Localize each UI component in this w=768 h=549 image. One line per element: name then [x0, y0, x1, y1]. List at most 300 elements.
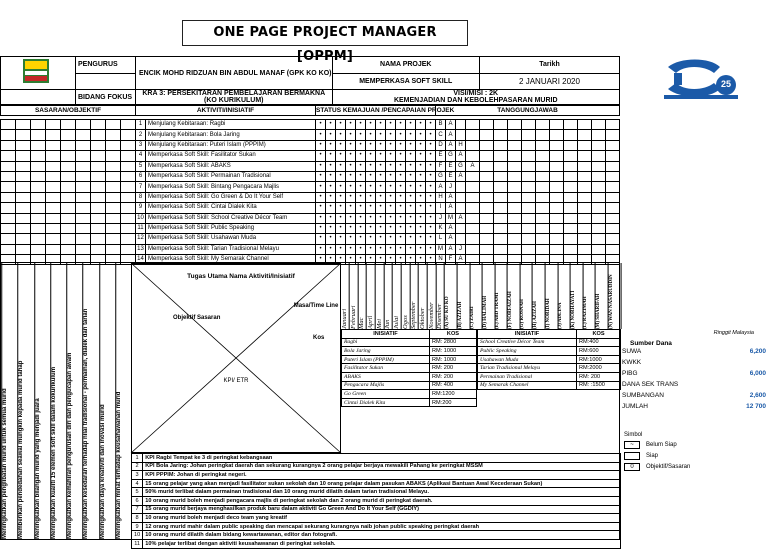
status-cell: • — [336, 223, 346, 233]
status-cell: • — [316, 130, 326, 140]
kpi-row — [132, 471, 621, 480]
status-cell: • — [416, 182, 426, 192]
responsible-cell — [466, 244, 480, 254]
legend-label: Siap — [646, 453, 659, 459]
responsible-cell — [592, 203, 606, 213]
responsible-cell — [508, 120, 522, 130]
cost-name: Puteri Islam (PPPIM) — [342, 355, 430, 364]
activity-row — [1, 182, 620, 192]
responsible-cell — [508, 244, 522, 254]
status-cell: • — [386, 203, 396, 213]
responsible-cell: A — [446, 244, 456, 254]
objective-cell — [46, 234, 61, 244]
responsible-cell — [606, 244, 620, 254]
responsible-cell — [494, 171, 508, 181]
status-cell: • — [416, 161, 426, 171]
cost-value: RM:1000 — [577, 355, 621, 364]
kpi-row — [132, 479, 621, 488]
cost-row — [478, 347, 621, 356]
status-cell: • — [356, 255, 366, 265]
responsible-cell — [564, 161, 578, 171]
responsible-cell — [564, 203, 578, 213]
responsible-cell — [536, 234, 550, 244]
status-cell: • — [346, 234, 356, 244]
status-cell: • — [426, 120, 436, 130]
responsible-cell — [456, 234, 466, 244]
status-cell: • — [316, 161, 326, 171]
objective-cell — [76, 223, 91, 233]
responsible-cell — [536, 223, 550, 233]
status-cell: • — [366, 192, 376, 202]
status-cell: • — [326, 234, 336, 244]
legend-item — [624, 441, 764, 449]
person-label: (J) ADLINA — [558, 263, 571, 329]
responsible-cell — [508, 171, 522, 181]
responsible-cell — [494, 203, 508, 213]
responsible-cell — [480, 130, 494, 140]
activity-row — [1, 120, 620, 130]
status-cell: • — [376, 203, 386, 213]
responsible-cell — [508, 234, 522, 244]
cost-row — [342, 372, 477, 381]
responsible-cell: J — [446, 182, 456, 192]
objective-cell — [76, 140, 91, 150]
cost-value: RM:200 — [429, 398, 476, 407]
brand-logo-number: 25 — [720, 79, 731, 89]
objective-cell — [31, 203, 46, 213]
activity-row — [1, 213, 620, 223]
responsible-cell: A — [446, 192, 456, 202]
responsible-cell — [606, 203, 620, 213]
responsible-cell — [578, 171, 592, 181]
responsible-cell — [536, 192, 550, 202]
people-row — [445, 263, 621, 329]
activity-number: 7 — [136, 182, 146, 192]
status-cell: • — [426, 255, 436, 265]
objective-cell — [76, 234, 91, 244]
activity-name: Memperkasa Soft Skill: ABAKS — [146, 161, 316, 171]
status-cell: • — [406, 255, 416, 265]
objective-cell — [76, 171, 91, 181]
responsible-cell — [564, 130, 578, 140]
responsible-cell — [550, 171, 564, 181]
responsible-cell — [564, 223, 578, 233]
status-cell: • — [326, 151, 336, 161]
responsible-cell — [606, 120, 620, 130]
status-cell: • — [356, 203, 366, 213]
responsible-cell: A — [446, 120, 456, 130]
responsible-cell: A — [456, 213, 466, 223]
responsible-cell — [578, 213, 592, 223]
responsible-cell — [536, 140, 550, 150]
status-cell: • — [416, 171, 426, 181]
objective-cell — [1, 151, 16, 161]
status-cell: • — [386, 120, 396, 130]
objective-cell — [76, 192, 91, 202]
objective-label: Meningkatkan minat terhadap keusahawanan murid — [115, 263, 131, 539]
responsible-cell: I — [436, 203, 446, 213]
responsible-cell — [564, 192, 578, 202]
funding-title: Sumber Dana — [630, 340, 672, 347]
kpi-text: 12 orang murid mahir dalam public speaking dan mencapai sekurang kurangnya naib johan public speaking peringkat daerah — [143, 522, 621, 531]
responsible-cell — [578, 161, 592, 171]
objective-cell — [61, 192, 76, 202]
funding-item — [620, 391, 768, 402]
objective-cell — [46, 140, 61, 150]
matrix-area — [0, 262, 620, 547]
responsible-cell — [592, 234, 606, 244]
responsible-cell — [592, 120, 606, 130]
objective-cell — [46, 213, 61, 223]
responsible-cell — [592, 130, 606, 140]
objective-cell — [46, 203, 61, 213]
objective-cell — [16, 182, 31, 192]
responsible-cell — [592, 192, 606, 202]
status-cell: • — [376, 171, 386, 181]
responsible-cell — [522, 130, 536, 140]
objective-cell — [16, 140, 31, 150]
responsible-cell — [466, 223, 480, 233]
matrix-masa: Masa/Time Line — [293, 303, 339, 309]
objective-cell — [46, 171, 61, 181]
objective-cell — [1, 182, 16, 192]
activity-number: 9 — [136, 203, 146, 213]
status-cell: • — [426, 192, 436, 202]
cost-name: My Semarak Channel — [478, 381, 577, 390]
person-label: (N) WAN NASARUDDIN — [609, 263, 622, 329]
responsible-cell — [456, 192, 466, 202]
objective-label: Meningkatkan kemahiran pengurusan diri dan pengucapan awam — [66, 263, 82, 539]
responsible-cell — [592, 244, 606, 254]
manager-name: ENCIK MOHD RIDZUAN BIN ABDUL MANAF (GPK KO KO) — [136, 57, 333, 90]
status-cell: • — [346, 255, 356, 265]
responsible-cell: A — [436, 182, 446, 192]
responsible-cell — [564, 213, 578, 223]
activity-name: Memperkasa Soft Skill: Fasilitator Sukan — [146, 151, 316, 161]
responsible-cell: A — [446, 223, 456, 233]
pengurus-label: PENGURUS — [76, 57, 136, 74]
kpi-list — [131, 453, 621, 549]
objective-cell — [1, 161, 16, 171]
responsible-cell — [494, 234, 508, 244]
responsible-cell — [578, 234, 592, 244]
visi-misi — [332, 90, 620, 105]
activity-name: Memperkasa Soft Skill: School Creative Décor Team — [146, 213, 316, 223]
cost-name: School Creative Décor Team — [478, 338, 577, 347]
status-cell: • — [416, 213, 426, 223]
status-cell: • — [356, 151, 366, 161]
responsible-cell — [550, 140, 564, 150]
status-cell: • — [376, 151, 386, 161]
objective-cell — [16, 120, 31, 130]
legend-symbol: 0 — [624, 463, 640, 471]
tarikh-label: Tarikh — [480, 57, 620, 74]
status-cell: • — [386, 192, 396, 202]
activity-number: 1 — [136, 120, 146, 130]
objective-cell — [31, 171, 46, 181]
responsible-cell — [578, 223, 592, 233]
responsible-cell — [480, 151, 494, 161]
objective-cell — [31, 182, 46, 192]
responsible-cell: E — [446, 171, 456, 181]
responsible-cell: G — [436, 171, 446, 181]
tarikh: 2 JANUARI 2020 — [480, 73, 620, 90]
responsible-cell: E — [446, 161, 456, 171]
funding-label: DANA SEK TRANS — [622, 381, 679, 388]
cost-header-kos: KOS — [429, 330, 476, 339]
status-cell: • — [396, 130, 406, 140]
status-cell: • — [356, 120, 366, 130]
matrix-objektif: Objektif Sasaran — [173, 315, 221, 321]
cost-row — [342, 355, 477, 364]
objective-cell — [16, 203, 31, 213]
status-cell: • — [386, 223, 396, 233]
responsible-cell — [522, 151, 536, 161]
status-cell: • — [316, 223, 326, 233]
status-cell: • — [396, 223, 406, 233]
cost-value: RM:400 — [577, 338, 621, 347]
status-cell: • — [386, 140, 396, 150]
responsible-cell — [494, 120, 508, 130]
responsible-cell — [522, 213, 536, 223]
objective-cell — [106, 203, 121, 213]
objective-cell — [46, 130, 61, 140]
responsible-cell — [522, 203, 536, 213]
responsible-cell — [456, 203, 466, 213]
responsible-cell — [508, 223, 522, 233]
objective-cell — [121, 192, 136, 202]
responsible-cell — [550, 234, 564, 244]
status-cell: • — [406, 140, 416, 150]
responsible-cell — [578, 140, 592, 150]
cost-value: RM: 200 — [429, 364, 476, 373]
responsible-cell — [536, 161, 550, 171]
objective-cell — [61, 171, 76, 181]
cost-row — [478, 338, 621, 347]
status-cell: • — [336, 120, 346, 130]
kpi-row — [132, 505, 621, 514]
status-cell: • — [426, 234, 436, 244]
responsible-cell — [466, 192, 480, 202]
status-cell: • — [376, 130, 386, 140]
responsible-cell — [536, 151, 550, 161]
cost-name: Cintai Dialek Kita — [342, 398, 430, 407]
status-cell: • — [376, 140, 386, 150]
status-cell: • — [326, 120, 336, 130]
status-cell: • — [366, 255, 376, 265]
responsible-cell — [578, 151, 592, 161]
status-cell: • — [396, 234, 406, 244]
responsible-cell — [592, 161, 606, 171]
status-cell: • — [326, 244, 336, 254]
responsible-cell — [456, 223, 466, 233]
status-cell: • — [396, 192, 406, 202]
legend-item — [624, 452, 764, 460]
objective-cell — [46, 161, 61, 171]
responsible-cell: M — [436, 244, 446, 254]
status-cell: • — [416, 223, 426, 233]
header-table — [0, 56, 620, 105]
objective-cell — [121, 223, 136, 233]
responsible-cell — [522, 234, 536, 244]
status-cell: • — [366, 244, 376, 254]
responsible-cell — [466, 171, 480, 181]
status-cell: • — [406, 161, 416, 171]
status-cell: • — [386, 182, 396, 192]
activity-number: 6 — [136, 171, 146, 181]
objective-cell — [61, 213, 76, 223]
activity-name: Memperkasa Soft Skill: Usahawan Muda — [146, 234, 316, 244]
matrix-diagram — [131, 263, 341, 453]
status-cell: • — [376, 213, 386, 223]
kpi-text: KPI Ragbi Tempat ke 3 di peringkat kebangsaan — [143, 454, 621, 463]
status-cell: • — [366, 161, 376, 171]
status-cell: • — [336, 151, 346, 161]
responsible-cell — [466, 234, 480, 244]
responsible-cell: G — [456, 161, 466, 171]
status-cell: • — [386, 151, 396, 161]
activity-number: 8 — [136, 192, 146, 202]
objective-cell — [76, 244, 91, 254]
status-cell: • — [376, 120, 386, 130]
responsible-cell — [494, 192, 508, 202]
objective-cell — [61, 182, 76, 192]
cost-value: RM: :1500 — [577, 381, 621, 390]
responsible-cell — [592, 213, 606, 223]
funding-value: 2,600 — [749, 392, 766, 399]
status-cell: • — [356, 244, 366, 254]
person-label: (C) ZAIRI — [470, 263, 483, 329]
responsible-cell — [606, 161, 620, 171]
status-cell: • — [326, 255, 336, 265]
matrix-tugas: Tugas Utama Nama Aktiviti/Inisiatif — [187, 273, 295, 280]
cost-name: Fasilitator Sukan — [342, 364, 430, 373]
funding-item — [620, 347, 768, 358]
legend-symbol — [624, 452, 640, 460]
objective-cell — [121, 151, 136, 161]
status-cell: • — [406, 120, 416, 130]
objective-cell — [16, 151, 31, 161]
objective-cell — [16, 161, 31, 171]
responsible-cell — [536, 203, 550, 213]
cost-value: RM:2000 — [577, 364, 621, 373]
activity-row — [1, 192, 620, 202]
kpi-row — [132, 454, 621, 463]
objective-cell — [1, 234, 16, 244]
person-label: (F) NORFAIZAH — [508, 263, 521, 329]
legend-label: Belum Siap — [646, 442, 677, 448]
status-cell: • — [376, 244, 386, 254]
month-label: Jun — [384, 263, 393, 329]
person-label: (K) NORHAYATI — [571, 263, 584, 329]
responsible-cell: A — [456, 171, 466, 181]
responsible-cell — [456, 182, 466, 192]
status-cell: • — [346, 192, 356, 202]
responsible-cell — [480, 120, 494, 130]
objective-cell — [91, 130, 106, 140]
activity-row — [1, 244, 620, 254]
responsible-cell — [508, 203, 522, 213]
objective-cell — [1, 213, 16, 223]
activity-number: 10 — [136, 213, 146, 223]
sasaran-label: SASARAN/OBJEKTIF — [1, 106, 136, 116]
responsible-cell — [606, 151, 620, 161]
objective-cell — [16, 130, 31, 140]
status-cell: • — [416, 192, 426, 202]
kpi-text: KPI PPPIM: Johan di peringkat negeri. — [143, 471, 621, 480]
objective-cell — [1, 244, 16, 254]
kpi-row — [132, 522, 621, 531]
objective-cell — [76, 161, 91, 171]
kpi-text: 50% murid terlibat dalam permainan tradisional dan 10 orang murid dilatih dalam tarian tradisional Melayu. — [143, 488, 621, 497]
activity-row — [1, 171, 620, 181]
status-cell: • — [396, 171, 406, 181]
objective-cell — [76, 203, 91, 213]
cost-row — [478, 364, 621, 373]
responsible-cell: A — [446, 234, 456, 244]
responsible-cell — [522, 244, 536, 254]
status-cell: • — [366, 151, 376, 161]
status-cell: • — [336, 130, 346, 140]
month-label: Mei — [376, 263, 385, 329]
responsible-cell — [536, 130, 550, 140]
status-cell: • — [416, 244, 426, 254]
person-label: (E) ABD TRAMI — [495, 263, 508, 329]
objective-cell — [106, 182, 121, 192]
status-cell: • — [396, 244, 406, 254]
cost-value: RM:1200 — [429, 390, 476, 399]
cost-name: Bola Jaring — [342, 347, 430, 356]
nama-projek-label: NAMA PROJEK — [332, 57, 480, 74]
status-cell: • — [386, 234, 396, 244]
kpi-row — [132, 496, 621, 505]
status-cell: • — [406, 244, 416, 254]
month-label: April — [367, 263, 376, 329]
legend-label: Objektif/Sasaran — [646, 464, 691, 470]
cost-value: RM: 400 — [429, 381, 476, 390]
funding-label: PIBG — [622, 370, 638, 377]
objective-cell — [61, 140, 76, 150]
activity-number: 5 — [136, 161, 146, 171]
responsible-cell — [466, 120, 480, 130]
funding-item — [620, 358, 768, 369]
funding-label: JUMLAH — [622, 403, 649, 410]
objective-cell — [91, 234, 106, 244]
status-cell: • — [346, 120, 356, 130]
cost-table-right — [477, 329, 621, 390]
responsible-cell — [480, 192, 494, 202]
responsible-cell — [578, 244, 592, 254]
kpi-number: 6 — [132, 496, 143, 505]
month-label: Oktober — [419, 263, 428, 329]
status-cell: • — [346, 151, 356, 161]
activity-grid — [0, 119, 620, 265]
status-cell: • — [346, 130, 356, 140]
objective-label: Meningkatkan kesedaran terhadap nilai tradisional - permainan, dialek dan tarian — [82, 263, 98, 539]
cost-value: RM: 1000 — [429, 347, 476, 356]
funding-currency: Ringgit Malaysia — [713, 330, 754, 336]
responsible-cell — [508, 151, 522, 161]
status-cell: • — [336, 255, 346, 265]
responsible-cell — [592, 140, 606, 150]
cost-table-left — [341, 329, 477, 407]
month-label: Julai — [393, 263, 402, 329]
legend-title: Simbol — [624, 432, 643, 438]
status-cell: • — [316, 213, 326, 223]
responsible-cell — [466, 203, 480, 213]
objective-cell — [121, 182, 136, 192]
person-label: (L) RAZIMAH — [583, 263, 596, 329]
